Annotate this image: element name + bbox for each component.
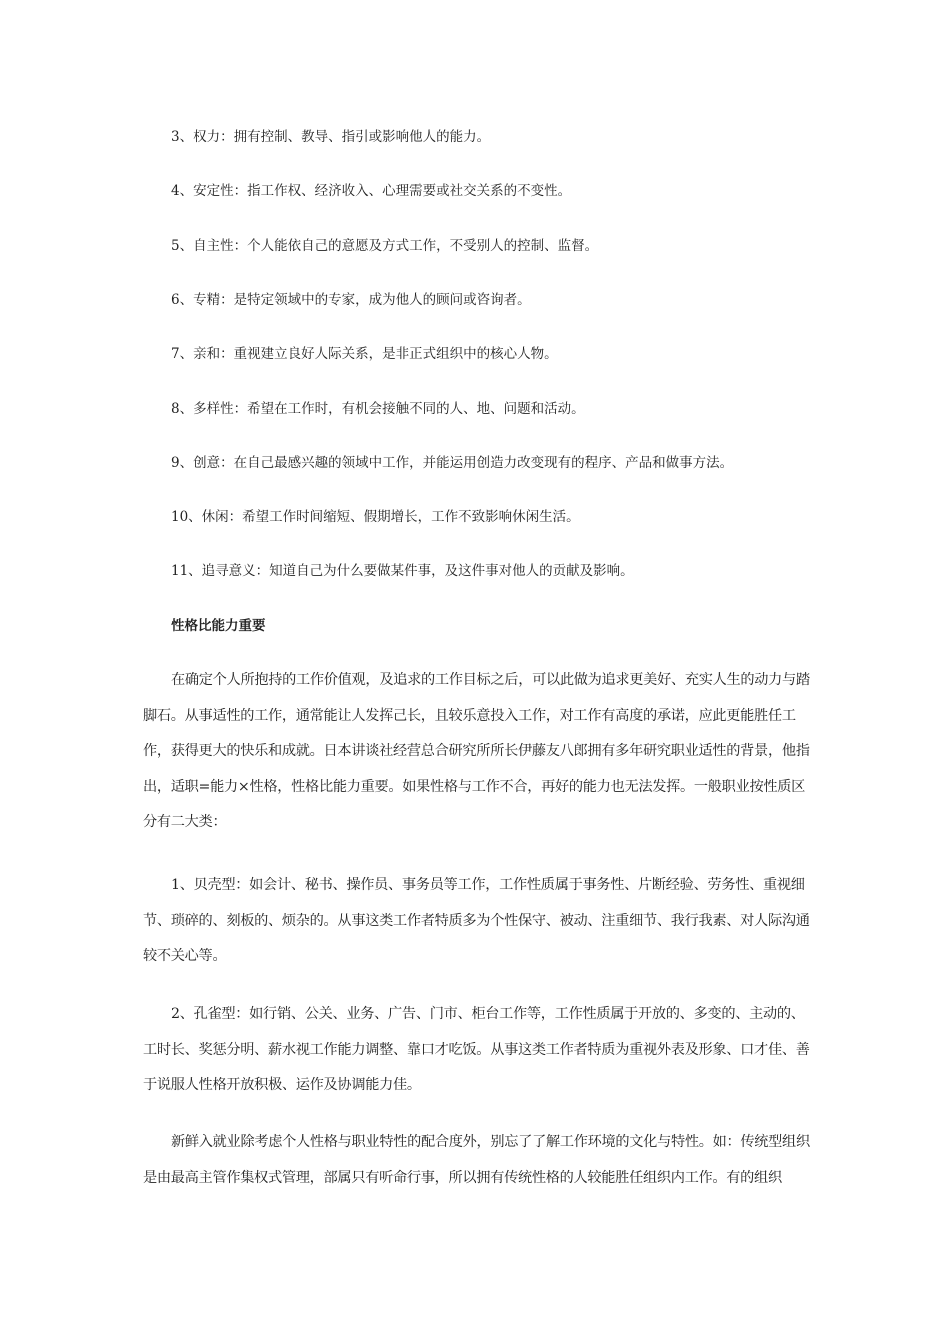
list-item-stability: 4、安定性：指工作权、经济收入、心理需要或社交关系的不变性。: [171, 183, 572, 199]
list-item-power: 3、权力：拥有控制、教导、指引或影响他人的能力。: [171, 129, 491, 145]
paragraph-work-environment: 新鲜入就业除考虑个人性格与职业特性的配合度外，别忘了了解工作环境的文化与特性。如：传统型组织是由最高主管作集权式管理，部属只有听命行事，所以拥有传统性格的人较能胜任组织内工作。有的组织: [143, 1134, 810, 1186]
list-item-meaning: 11、追寻意义：知道自己为什么要做某件事，及这件事对他人的贡献及影响。: [171, 563, 634, 579]
list-item-creativity: 9、创意：在自己最感兴趣的领域中工作，并能运用创造力改变现有的程序、产品和做事方法。: [171, 455, 734, 471]
section-heading: 性格比能力重要: [171, 618, 266, 634]
paragraph-peacock-type: 2、孔雀型：如行销、公关、业务、广告、门市、柜台工作等，工作性质属于开放的、多变的、主动的、工时长、奖惩分明、薪水视工作能力调整、靠口才吃饭。从事这类工作者特质为重视外表及形象、口才佳、善于说服人性格开放积极、运作及协调能力佳。: [143, 1006, 810, 1093]
list-item-autonomy: 5、自主性：个人能依自己的意愿及方式工作，不受别人的控制、监督。: [171, 238, 599, 254]
paragraph-intro: 在确定个人所抱持的工作价值观，及追求的工作目标之后，可以此做为追求更美好、充实人生的动力与踏脚石。从事适性的工作，通常能让人发挥己长，且较乐意投入工作，对工作有高度的承诺，应此更能胜任工作，获得更大的快乐和成就。日本讲谈社经营总合研究所所长伊藤友八郎拥有多年研究职业适性的背景，他指出，适职=能力×性格，性格比能力重要。如果性格与工作不合，再好的能力也无法发挥。一般职业按性质区分有二大类：: [143, 672, 810, 830]
list-item-expertise: 6、专精：是特定领域中的专家，成为他人的顾问或咨询者。: [171, 292, 531, 308]
paragraph-shell-type: 1、贝壳型：如会计、秘书、操作员、事务员等工作，工作性质属于事务性、片断经验、劳务性、重视细节、琐碎的、刻板的、烦杂的。从事这类工作者特质多为个性保守、被动、注重细节、我行我素、对人际沟通较不关心等。: [143, 877, 810, 964]
list-item-affinity: 7、亲和：重视建立良好人际关系，是非正式组织中的核心人物。: [171, 346, 558, 362]
list-item-leisure: 10、休闲：希望工作时间缩短、假期增长，工作不致影响休闲生活。: [171, 509, 580, 525]
list-item-variety: 8、多样性：希望在工作时，有机会接触不同的人、地、问题和活动。: [171, 401, 585, 417]
